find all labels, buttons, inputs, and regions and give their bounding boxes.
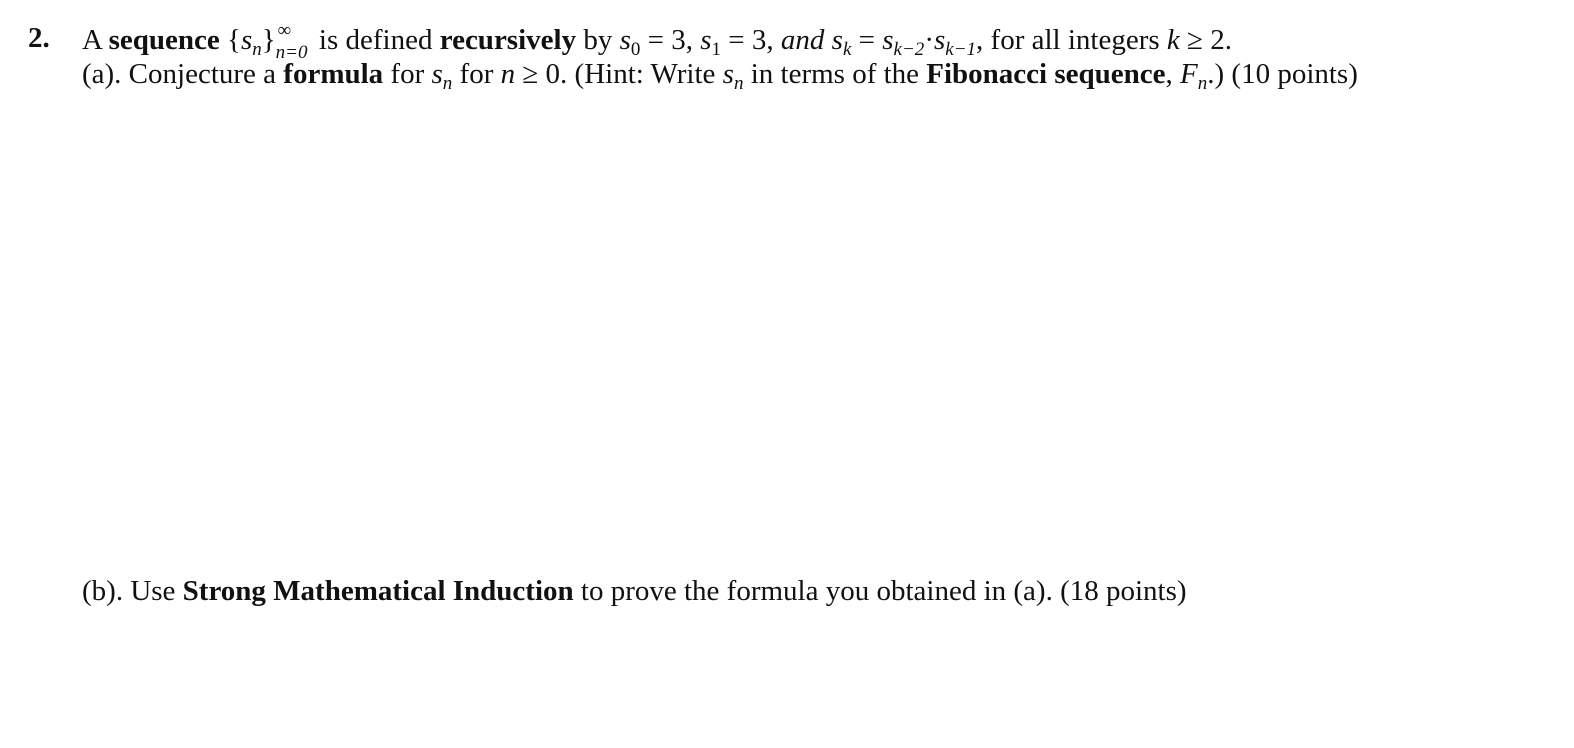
part-a-prompt [82,56,1358,92]
part-a-text: for [383,58,432,90]
symbol-n: n [500,58,516,90]
problem-number: 2. [28,22,50,54]
symbol-sk-minus-2: s [882,24,894,56]
term-formula: formula [283,58,384,90]
condition-ge-2: ≥ 2. [1179,24,1232,56]
index-range [275,20,312,63]
statement-text: by [576,24,620,56]
symbol-s0: s [619,24,631,56]
subscript-n: n [1197,73,1208,94]
part-a-text: (a). Conjecture a [82,58,284,90]
subscript-k-minus-1: k−1 [945,39,977,60]
statement-text: , for all integers [976,24,1167,56]
equals-3: = 3, [640,24,701,56]
problem-statement [82,20,1232,63]
subscript-k-minus-2: k−2 [893,39,925,60]
statement-text: is defined [311,24,440,56]
set-open-brace: { [219,24,241,56]
symbol-Fn: F [1180,58,1198,90]
word-and: and [780,24,832,56]
symbol-s: s [240,24,253,56]
subscript-n: n [252,39,262,60]
term-fibonacci-sequence: Fibonacci sequence [926,58,1166,90]
part-b-points: to prove the formula you obtained in (a). (18 points) [573,575,1187,607]
part-b-prompt [82,573,1187,609]
part-a-points: .) (10 points) [1207,58,1358,90]
superscript-infinity: ∞ [277,20,292,41]
symbol-sn: s [722,58,734,90]
part-b-text: (b). Use [82,575,183,607]
equals-sign: = [851,24,883,56]
equals-3: = 3, [721,24,781,56]
part-a-text: , [1165,58,1181,90]
symbol-sn: s [431,58,443,90]
multiplication-dot: · [924,24,934,56]
subscript-k: k [842,39,852,60]
subscript-1: 1 [711,39,722,60]
term-recursively: recursively [439,24,577,56]
subscript-n: n [733,73,744,94]
part-a-text: for [452,58,501,90]
subscript-0: 0 [630,39,641,60]
term-sequence: sequence [108,24,220,56]
symbol-s1: s [700,24,712,56]
subscript-n-equals-0: n=0 [275,42,308,63]
symbol-sk: s [831,24,843,56]
symbol-sk-minus-1: s [933,24,946,56]
term-strong-induction: Strong Mathematical Induction [182,575,574,607]
statement-text: A [82,24,109,56]
set-close-brace: } [261,24,276,56]
subscript-n: n [442,73,453,94]
part-a-text: ≥ 0. (Hint: Write [515,58,723,90]
symbol-k: k [1166,24,1180,56]
part-a-text: in terms of the [743,58,927,90]
